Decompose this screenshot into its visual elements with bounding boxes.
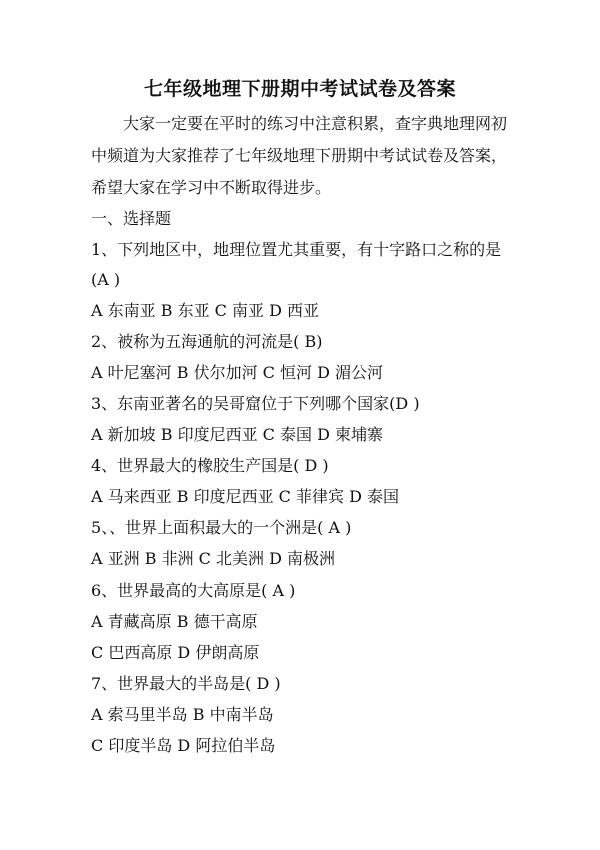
intro-paragraph bbox=[91, 108, 521, 204]
options-2: A 叶尼塞河 B 伏尔加河 C 恒河 D 湄公河 bbox=[91, 363, 383, 382]
question-1: 1、下列地区中，地理位置尤其重要，有十字路口之称的是 bbox=[91, 240, 502, 259]
options-1: A 东南亚 B 东亚 C 南亚 D 西亚 bbox=[91, 301, 319, 320]
question-5: 5、、世界上面积最大的一个洲是( A ) bbox=[91, 518, 352, 537]
options-6a: A 青藏高原 B 德干高原 bbox=[91, 612, 258, 631]
intro-text: 大家一定要在平时的练习中注意积累，查字典地理网初中频道为大家推荐了七年级地理下册期中考试试卷及答案，希望大家在学习中不断取得进步。 bbox=[91, 114, 508, 197]
options-7b: C 印度半岛 D 阿拉伯半岛 bbox=[91, 736, 276, 755]
question-2: 2、被称为五海通航的河流是( B) bbox=[91, 332, 323, 351]
options-7a: A 索马里半岛 B 中南半岛 bbox=[91, 705, 274, 724]
answer-1: (A ) bbox=[91, 270, 121, 289]
options-6b: C 巴西高原 D 伊朗高原 bbox=[91, 643, 260, 662]
question-3: 3、东南亚著名的吴哥窟位于下列哪个国家(D ) bbox=[91, 394, 420, 413]
question-6: 6、世界最高的大高原是( A ) bbox=[91, 581, 296, 600]
question-4: 4、世界最大的橡胶生产国是( D ) bbox=[91, 456, 329, 475]
options-3: A 新加坡 B 印度尼西亚 C 泰国 D 柬埔寨 bbox=[91, 425, 383, 444]
options-4: A 马来西亚 B 印度尼西亚 C 菲律宾 D 泰国 bbox=[91, 487, 399, 506]
section-heading: 一、选择题 bbox=[91, 209, 172, 228]
options-5: A 亚洲 B 非洲 C 北美洲 D 南极洲 bbox=[91, 549, 335, 568]
document-title: 七年级地理下册期中考试试卷及答案 bbox=[143, 78, 456, 100]
question-7: 7、世界最大的半岛是( D ) bbox=[91, 674, 281, 693]
